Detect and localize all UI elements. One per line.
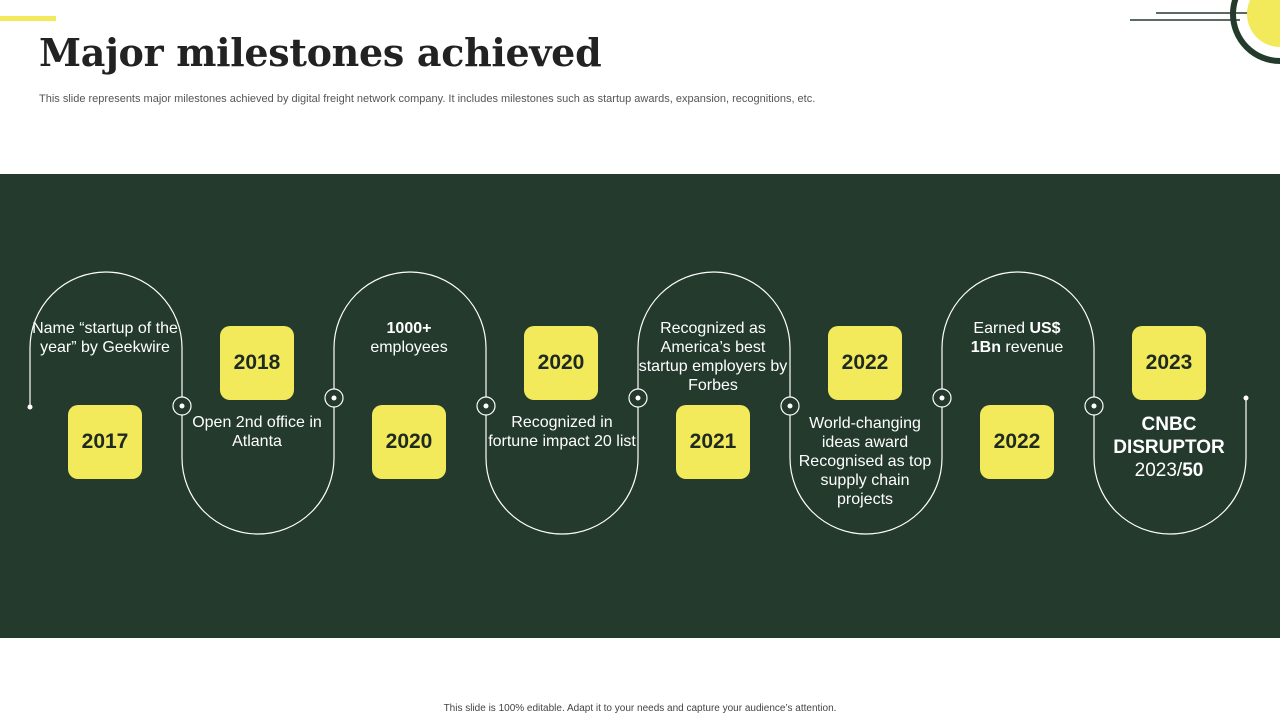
milestone-text-7-rest: revenue [1000, 339, 1064, 356]
page-subtitle: This slide represents major milestones achieved by digital freight network company. It includes milestones such as startup awards, expansion, recognitions, etc. [39, 93, 816, 105]
year-box-3: 2020 [372, 405, 446, 479]
year-box-6: 2022 [828, 326, 902, 400]
milestone-text-7-bold2: 1Bn [970, 339, 1001, 356]
year-box-4: 2020 [524, 326, 598, 400]
milestone-text-2: Open 2nd office in Atlanta [192, 414, 322, 450]
year-box-5: 2021 [676, 405, 750, 479]
milestone-text-6: World-changing ideas award Recognised as top supply chain projects [798, 415, 932, 508]
milestone-text-7 [942, 319, 1092, 357]
corner-decoration [1130, 0, 1280, 70]
milestone-text-3-bold: 1000+ [386, 320, 432, 337]
footer-note: This slide is 100% editable. Adapt it to your needs and capture your audience’s attention. [443, 703, 837, 714]
milestone-text-1: Name “startup of the year” by Geekwire [32, 320, 178, 356]
year-box-2: 2018 [220, 326, 294, 400]
timeline-panel [0, 174, 1280, 638]
milestone-text-3-rest: employees [370, 339, 448, 356]
milestone-text-8 [1094, 413, 1244, 482]
milestone-text-3 [334, 319, 484, 357]
milestone-text-8-pre2: 2023/ [1134, 460, 1183, 481]
milestone-text-8-bold2: DISRUPTOR [1113, 437, 1225, 458]
milestone-text-7-bold1: US$ [1029, 320, 1061, 337]
timeline-wave [0, 174, 1280, 638]
page-title: Major milestones achieved [39, 30, 602, 75]
milestone-text-5: Recognized as America’s best startup employers by Forbes [638, 320, 788, 394]
year-box-7: 2022 [980, 405, 1054, 479]
year-box-1: 2017 [68, 405, 142, 479]
accent-bar [0, 16, 56, 21]
milestone-text-7-pre: Earned [973, 320, 1030, 337]
milestone-text-8-bold1: CNBC [1141, 414, 1197, 435]
milestone-text-8-bold3: 50 [1182, 460, 1204, 481]
milestone-text-4: Recognized in fortune impact 20 list [488, 414, 636, 450]
year-box-8: 2023 [1132, 326, 1206, 400]
